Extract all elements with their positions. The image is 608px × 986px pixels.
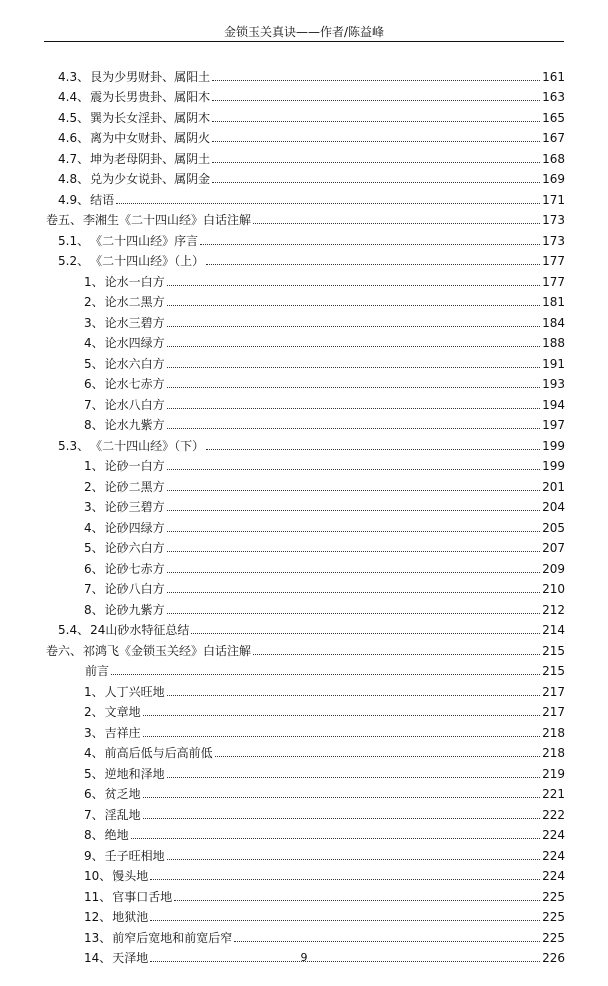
toc-entry-number: 4.5、 bbox=[58, 110, 90, 125]
toc-entry[interactable] bbox=[0, 433, 608, 454]
toc-entry-number: 5.4、 bbox=[58, 623, 90, 637]
toc-entry-title: 绝地 bbox=[104, 828, 129, 842]
toc-entry-page: 210 bbox=[542, 582, 565, 596]
toc-entry-title: 逆地和泽地 bbox=[104, 766, 165, 781]
toc-entry[interactable] bbox=[0, 228, 608, 249]
dot-leader bbox=[167, 408, 540, 409]
toc-entry-page: 199 bbox=[542, 438, 565, 453]
dot-leader bbox=[167, 469, 540, 470]
toc-entry-number: 1、 bbox=[84, 459, 104, 473]
toc-entry-page: 224 bbox=[542, 869, 565, 883]
toc-entry-title: 论砂九紫方 bbox=[104, 602, 165, 617]
toc-entry[interactable] bbox=[0, 351, 608, 372]
dot-leader bbox=[167, 531, 540, 532]
toc-entry-title: 吉祥庄 bbox=[104, 725, 141, 740]
toc-entry-page: 204 bbox=[542, 500, 565, 514]
toc-entry-number: 5、 bbox=[84, 541, 104, 555]
toc-entry-number: 4.7、 bbox=[58, 151, 90, 166]
toc-entry-page: 215 bbox=[542, 643, 565, 658]
toc-entry-number: 11、 bbox=[84, 889, 112, 904]
toc-entry-title: 前窄后宽地和前宽后窄 bbox=[112, 930, 233, 945]
toc-entry-page: 205 bbox=[542, 520, 565, 535]
toc-entry[interactable] bbox=[0, 864, 608, 885]
dot-leader bbox=[212, 121, 540, 122]
dot-leader bbox=[212, 100, 540, 101]
toc-entry-page: 165 bbox=[542, 110, 565, 125]
toc-entry[interactable] bbox=[0, 679, 608, 700]
toc-entry-number: 14、 bbox=[84, 951, 112, 965]
toc-entry-page: 169 bbox=[542, 172, 565, 186]
toc-entry-number: 7、 bbox=[84, 397, 104, 412]
toc-entry[interactable] bbox=[0, 85, 608, 106]
dot-leader bbox=[167, 859, 540, 860]
toc-entry-title: 论砂二黑方 bbox=[104, 479, 165, 494]
toc-entry-title: 论砂六白方 bbox=[104, 541, 165, 555]
toc-entry-title: 结语 bbox=[90, 192, 115, 207]
toc-entry-title: 李湘生《二十四山经》白话注解 bbox=[83, 213, 252, 227]
toc-entry-title: 论水四绿方 bbox=[104, 336, 165, 350]
toc-entry-title: 离为中女财卦、属阴火 bbox=[90, 131, 211, 145]
toc-entry-page: 221 bbox=[542, 787, 565, 801]
toc-entry-page: 177 bbox=[542, 274, 565, 289]
toc-entry-page: 224 bbox=[542, 848, 565, 863]
toc-entry-number: 12、 bbox=[84, 910, 112, 924]
dot-leader bbox=[111, 674, 540, 675]
toc-entry-title: 人丁兴旺地 bbox=[104, 684, 165, 699]
toc-entry-number: 3、 bbox=[84, 500, 104, 514]
toc-entry-number: 6、 bbox=[84, 377, 104, 391]
toc-entry-title: 坤为老母阴卦、属阴土 bbox=[90, 151, 211, 166]
toc-entry[interactable] bbox=[0, 761, 608, 782]
toc-entry[interactable] bbox=[0, 249, 608, 270]
toc-entry-title: 24山砂水特征总结 bbox=[90, 623, 190, 637]
dot-leader bbox=[167, 326, 540, 327]
dot-leader bbox=[167, 551, 540, 552]
toc-entry-number: 7、 bbox=[84, 807, 104, 822]
toc-entry-title: 论水七赤方 bbox=[104, 377, 165, 391]
toc-entry[interactable] bbox=[0, 146, 608, 167]
toc-entry-title: 论水九紫方 bbox=[104, 418, 165, 432]
toc-entry[interactable] bbox=[0, 187, 608, 208]
toc-entry-page: 218 bbox=[542, 725, 565, 740]
toc-entry-title: 巽为长女淫卦、属阴木 bbox=[90, 110, 211, 125]
toc-entry-page: 199 bbox=[542, 459, 565, 473]
toc-entry[interactable] bbox=[0, 782, 608, 803]
toc-entry[interactable] bbox=[0, 843, 608, 864]
toc-entry-number: 7、 bbox=[84, 582, 104, 596]
toc-entry-number: 3、 bbox=[84, 725, 104, 740]
toc-entry-number: 5、 bbox=[84, 766, 104, 781]
toc-entry-title: 论水一白方 bbox=[104, 274, 165, 289]
toc-entry[interactable] bbox=[0, 700, 608, 721]
toc-entry-page: 212 bbox=[542, 602, 565, 617]
toc-entry-title: 《二十四山经》（上） bbox=[90, 254, 205, 268]
toc-entry[interactable] bbox=[0, 454, 608, 475]
toc-entry-page: 226 bbox=[542, 951, 565, 965]
toc-entry-title: 《二十四山经》序言 bbox=[90, 233, 199, 248]
toc-entry[interactable] bbox=[0, 659, 608, 680]
toc-entry-title: 论砂三碧方 bbox=[104, 500, 165, 514]
toc-entry-number: 1、 bbox=[84, 684, 104, 699]
toc-entry[interactable] bbox=[0, 474, 608, 495]
toc-entry-page: 181 bbox=[542, 295, 565, 309]
toc-entry-number: 1、 bbox=[84, 274, 104, 289]
toc-entry[interactable] bbox=[0, 515, 608, 536]
dot-leader bbox=[150, 879, 540, 880]
toc-entry-number: 5、 bbox=[84, 356, 104, 371]
dot-leader bbox=[200, 244, 540, 245]
dot-leader bbox=[143, 797, 540, 798]
toc-entry-page: 173 bbox=[542, 213, 565, 227]
toc-entry-title: 前言 bbox=[85, 664, 110, 678]
toc-entry-title: 论水六白方 bbox=[104, 356, 165, 371]
toc-entry-page: 161 bbox=[542, 69, 565, 84]
dot-leader bbox=[212, 141, 540, 142]
toc-entry-number: 4.3、 bbox=[58, 69, 90, 84]
toc-entry-number: 5.1、 bbox=[58, 233, 90, 248]
toc-entry-page: 225 bbox=[542, 889, 565, 904]
toc-entry[interactable] bbox=[0, 802, 608, 823]
toc-entry-title: 艮为少男财卦、属阳土 bbox=[90, 69, 211, 84]
toc-entry[interactable] bbox=[0, 331, 608, 352]
dot-leader bbox=[167, 428, 540, 429]
toc-entry[interactable] bbox=[0, 64, 608, 85]
toc-entry-number: 8、 bbox=[84, 418, 104, 432]
running-header: 金锁玉关真诀——作者/陈益峰 bbox=[223, 25, 385, 39]
toc-entry-page: 219 bbox=[542, 766, 565, 781]
dot-leader bbox=[253, 223, 540, 224]
toc-entry-page: 214 bbox=[542, 623, 565, 637]
toc-entry[interactable] bbox=[0, 823, 608, 844]
toc-entry-number: 4、 bbox=[84, 746, 104, 760]
toc-entry-number: 6、 bbox=[84, 787, 104, 801]
toc-entry-number: 5.3、 bbox=[58, 438, 90, 453]
toc-entry[interactable] bbox=[0, 597, 608, 618]
toc-entry-title: 论水二黑方 bbox=[104, 295, 165, 309]
toc-entry-page: 168 bbox=[542, 151, 565, 166]
toc-entry[interactable] bbox=[0, 105, 608, 126]
toc-entry-title: 《二十四山经》（下） bbox=[90, 438, 205, 453]
toc-entry-number: 3、 bbox=[84, 315, 104, 330]
toc-entry-title: 前高后低与后高前低 bbox=[104, 746, 213, 760]
toc-entry-page: 218 bbox=[542, 746, 565, 760]
toc-entry[interactable] bbox=[0, 556, 608, 577]
toc-entry-title: 兑为少女说卦、属阴金 bbox=[90, 172, 211, 186]
toc-entry-page: 207 bbox=[542, 541, 565, 555]
table-of-contents bbox=[0, 64, 608, 966]
toc-entry-number: 4.9、 bbox=[58, 192, 90, 207]
toc-entry[interactable] bbox=[0, 310, 608, 331]
toc-entry-page: 191 bbox=[542, 356, 565, 371]
dot-leader bbox=[212, 162, 540, 163]
toc-entry-page: 209 bbox=[542, 561, 565, 576]
dot-leader bbox=[167, 510, 540, 511]
toc-entry-number: 5.2、 bbox=[58, 254, 90, 268]
dot-leader bbox=[167, 387, 540, 388]
toc-entry-page: 188 bbox=[542, 336, 565, 350]
toc-entry-title: 馒头地 bbox=[112, 869, 149, 883]
toc-entry-number: 4、 bbox=[84, 336, 104, 350]
toc-entry-number: 6、 bbox=[84, 561, 104, 576]
dot-leader bbox=[150, 920, 540, 921]
toc-entry-number: 9、 bbox=[84, 848, 104, 863]
toc-entry[interactable] bbox=[0, 290, 608, 311]
toc-entry[interactable] bbox=[0, 372, 608, 393]
toc-entry[interactable] bbox=[0, 126, 608, 147]
dot-leader bbox=[174, 900, 540, 901]
dot-leader bbox=[167, 346, 540, 347]
dot-leader bbox=[167, 572, 540, 573]
toc-entry-page: 167 bbox=[542, 131, 565, 145]
toc-entry-title: 天泽地 bbox=[112, 951, 149, 965]
dot-leader bbox=[215, 756, 540, 757]
dot-leader bbox=[131, 838, 540, 839]
toc-entry[interactable] bbox=[0, 720, 608, 741]
toc-entry[interactable] bbox=[0, 413, 608, 434]
toc-entry-number: 4.6、 bbox=[58, 131, 90, 145]
toc-entry-number: 4.4、 bbox=[58, 90, 90, 104]
dot-leader bbox=[167, 695, 540, 696]
toc-entry-title: 论砂一白方 bbox=[104, 459, 165, 473]
toc-entry-title: 壬子旺相地 bbox=[104, 848, 165, 863]
dot-leader bbox=[253, 654, 540, 655]
toc-entry[interactable] bbox=[0, 618, 608, 639]
toc-entry-title: 贫乏地 bbox=[104, 787, 141, 801]
dot-leader bbox=[167, 592, 540, 593]
toc-entry[interactable] bbox=[0, 577, 608, 598]
toc-entry-title: 论砂七赤方 bbox=[104, 561, 165, 576]
toc-entry-page: 215 bbox=[542, 664, 565, 678]
toc-entry[interactable] bbox=[0, 208, 608, 229]
toc-entry-page: 201 bbox=[542, 479, 565, 494]
toc-entry-title: 文章地 bbox=[104, 705, 141, 719]
toc-entry-number: 13、 bbox=[84, 930, 112, 945]
toc-entry-title: 论水八白方 bbox=[104, 397, 165, 412]
dot-leader bbox=[234, 941, 540, 942]
dot-leader bbox=[167, 490, 540, 491]
toc-entry-number: 2、 bbox=[84, 295, 104, 309]
toc-entry-page: 177 bbox=[542, 254, 565, 268]
header-rule bbox=[44, 41, 564, 42]
toc-entry[interactable] bbox=[0, 905, 608, 926]
dot-leader bbox=[167, 613, 540, 614]
dot-leader bbox=[167, 777, 540, 778]
toc-entry[interactable] bbox=[0, 884, 608, 905]
dot-leader bbox=[167, 305, 540, 306]
page-number: 9 bbox=[300, 951, 308, 964]
toc-entry-number: 4.8、 bbox=[58, 172, 90, 186]
dot-leader bbox=[212, 80, 540, 81]
toc-entry-page: 222 bbox=[542, 807, 565, 822]
dot-leader bbox=[116, 203, 540, 204]
toc-entry-number: 卷六、 bbox=[46, 643, 83, 658]
toc-entry-title: 论水三碧方 bbox=[104, 315, 165, 330]
toc-entry-number: 2、 bbox=[84, 705, 104, 719]
dot-leader bbox=[143, 818, 540, 819]
toc-entry-title: 论砂四绿方 bbox=[104, 520, 165, 535]
dot-leader bbox=[212, 182, 540, 183]
toc-entry-number: 10、 bbox=[84, 869, 112, 883]
toc-entry-page: 171 bbox=[542, 192, 565, 207]
toc-entry[interactable] bbox=[0, 495, 608, 516]
toc-entry-page: 197 bbox=[542, 418, 565, 432]
dot-leader bbox=[191, 633, 540, 634]
toc-entry[interactable] bbox=[0, 638, 608, 659]
toc-entry-page: 225 bbox=[542, 930, 565, 945]
toc-entry[interactable] bbox=[0, 167, 608, 188]
toc-entry-page: 194 bbox=[542, 397, 565, 412]
toc-entry-page: 224 bbox=[542, 828, 565, 842]
toc-entry-title: 祁鸿飞《金锁玉关经》白话注解 bbox=[83, 643, 252, 658]
toc-entry-title: 官事口舌地 bbox=[112, 889, 173, 904]
toc-entry-page: 225 bbox=[542, 910, 565, 924]
toc-entry-number: 8、 bbox=[84, 602, 104, 617]
toc-entry-page: 217 bbox=[542, 684, 565, 699]
toc-entry-title: 地狱池 bbox=[112, 910, 149, 924]
toc-entry-title: 论砂八白方 bbox=[104, 582, 165, 596]
dot-leader bbox=[167, 285, 540, 286]
toc-entry-number: 卷五、 bbox=[46, 213, 83, 227]
toc-entry-page: 163 bbox=[542, 90, 565, 104]
dot-leader bbox=[206, 264, 540, 265]
toc-entry-page: 217 bbox=[542, 705, 565, 719]
toc-entry[interactable] bbox=[0, 269, 608, 290]
toc-entry[interactable] bbox=[0, 536, 608, 557]
toc-entry-number: 2、 bbox=[84, 479, 104, 494]
toc-entry-page: 193 bbox=[542, 377, 565, 391]
dot-leader bbox=[167, 367, 540, 368]
toc-entry-title: 震为长男贵卦、属阳木 bbox=[90, 90, 211, 104]
toc-entry-title: 淫乱地 bbox=[104, 807, 141, 822]
toc-entry-number: 4、 bbox=[84, 520, 104, 535]
dot-leader bbox=[143, 715, 540, 716]
toc-entry[interactable] bbox=[0, 925, 608, 946]
toc-entry-page: 184 bbox=[542, 315, 565, 330]
toc-entry[interactable] bbox=[0, 392, 608, 413]
toc-entry-number: 8、 bbox=[84, 828, 104, 842]
toc-entry[interactable] bbox=[0, 741, 608, 762]
toc-entry-page: 173 bbox=[542, 233, 565, 248]
dot-leader bbox=[143, 736, 540, 737]
dot-leader bbox=[206, 449, 540, 450]
